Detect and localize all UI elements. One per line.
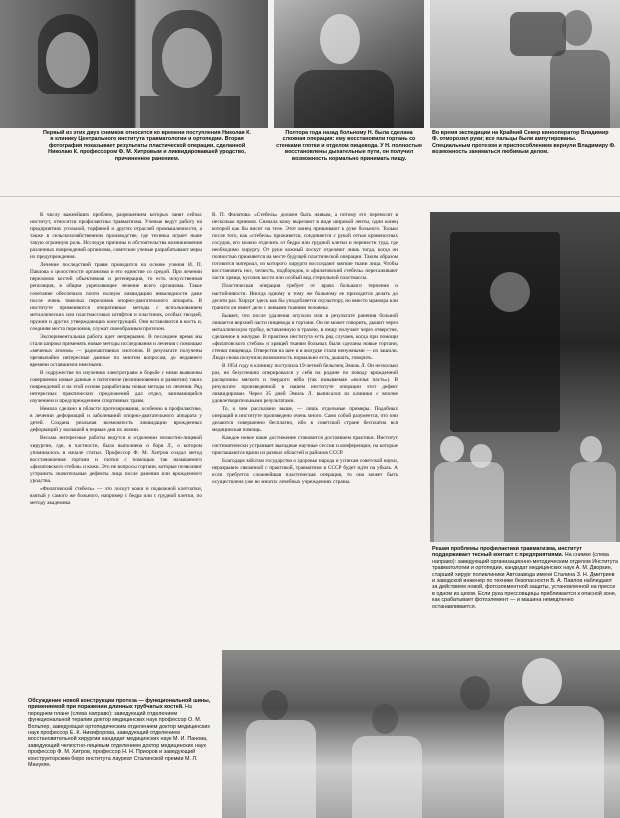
col1-paragraph: В содружестве по изучению электротравм и борьбе с ними выявлены совершенно новые данные о патогенезе (возникновении и развитии) таких повреждений и на этой основе разработаны новые методы их лечения. Ряд интересных практических предложений дал отдел, занимающийся изучением и предупреждением спортивных травм. — [30, 370, 202, 405]
col1-paragraph: Немало сделано в области протезирования, особенно в профилактике, в лечении деформаций и заболеваний опорно-двигательного аппарата у детей. Создана реальная возможность ликвидации врожденных деформаций у малышей в первые дни их жизни. — [30, 406, 202, 434]
photo-patient-before-after — [0, 0, 268, 128]
caption-bottom-body: На переднем плане (слева направо): заведующий отделением функциональной терапии доктор медицинских наук профессор О. М. Вольпер, заведующая ортопедическим отделением доктор медицинских наук профессор Е. К. Никифорова, заведующий отделением восстановительной хирургии кандидат медицинских наук М. И. Панова, заведующий челюстно-лицевым отделением доктор медицинских наук профессор Ф. М. Хитров, профессор Н. Н. Приоров и заведующий конструкторским бюро института лауреат Сталинской премии М. Л. Манукян. — [28, 704, 211, 769]
col1-paragraph: К числу важнейших проблем, разрешением которых занят сейчас институт, относится профилактика травматизма. Ученые ведут работу на предприятиях угольной, торфяной и других отраслей промышленности, а также в сельскохозяйственном производстве, где техника играет ныне такую огромную роль. Исследуя причины и обстоятельства возникновения различных повреждений организма, советские ученые разрабатывают меры их предупреждения. — [30, 212, 202, 261]
photo-cameraman-prosthesis — [430, 0, 620, 128]
caption-right-photo — [432, 546, 618, 610]
caption-top-left: Первый из этих двух снимков относится ко времени поступления Николая К. в клинику Центрального института травматологии и ортопедии. Вторая фотография показывает результаты пластической операции, сделанной Николаю К. профессором Ф. М. Хитровым и ликвидировавшей уродство, причиненное ранением. — [43, 130, 251, 162]
caption-top-right: Во время экспедиции на Крайний Север кинооператор Владимир Ф. отморозил руки; все пальцы были ампутированы. Специальным протезом и приспособлением вернули Владимиру Ф. возможность заниматься любимым делом. — [432, 130, 616, 156]
photo-prosthesis-discussion — [222, 650, 620, 818]
caption-right-lead: Решая проблемы профилактики травматизма, институт поддерживает тесный контакт с предприятиями. — [432, 546, 582, 559]
photo-factory-press-safety — [430, 212, 620, 542]
top-divider — [0, 196, 620, 197]
col2-paragraph: В 1954 году в клинику поступила 19-летней бельгиец Эмиль Л. Он несколько раз, но безуспешно оперировался у себя на родине по поводу врожденной расщелины мягкого и твердого нёба (так называемая «волчья пасть»). В результате произведенной в нашем институте операции этот дефект ликвидирован. Через 35 дней Эмиль Л. выписался из клиники с вполне удовлетворительными результатами. — [212, 362, 398, 405]
col2-paragraph: В. П. Филатова. «Стебель» должен быть живым, а потому его переносят в несколько приемов. Сначала кожу вырезают в виде широкой ленты, один конец которой как бы висит на теле. Этот конец пришивают к руке больного. Только после того, как «стебель» приживется, соединяется с рукой сетью кровеносных сосудов, его можно отделить от бедра или грудной клетки и перенести туда, где необходимо хирургу. От руки кожный лоскут отделяют лишь тогда, когда он полностью приживется на месте будущей пластической операции. Таким образом готовится материал, из которого хирурги воссоздают мягкие ткани лица. Чтобы восстановить нос, челюсть, подбородок, в «филатовский стебель» пересаживают части хряща, кусочек кости или особый вид стерильной пластмассы. — [212, 212, 398, 282]
col2-paragraph: Пластическая операция требует от врача большого терпения и настойчивости. Иногда одному и тому же больному ее приходится делать до десяти раз. Хирург здесь как бы уподобляется скульптору, но вместо мрамора или гранита он имеет дело с живыми тканями человека. — [212, 283, 398, 311]
caption-right-body: На снимке (слева направо): заведующий организационно-методическим отделом Института травматологии и ортопедии, кандидат медицинских наук А. М. Дворкин, старший хирург поликлиники Автозавода имени Сталина З. Н. Дмитриев и заводской инженер по технике безопасности В. А. Павлов наблюдают за действием новой, фотоэлементной защиты, установленной на прессе в одном из цехов. Если рука прессовщицы приближается к опасной зоне, как срабатывает фотоэлемент — и машина немедленно останавливается. — [432, 552, 618, 610]
caption-bottom-lead: Обсуждение новой конструкции протеза — функциональной шины, применяемой при поражении длинных трубчатых костей. — [28, 698, 211, 711]
col2-paragraph: Бывает, что после удаления опухоли или в результате ранения больной лишается верхней части пищевода и гортани. Он не может говорить, дышит через металлическую трубку, вставленную в трахею, в пищу получает через отверстие, сделанное в желудке. В практике института есть ряд случаев, когда при помощи «филатовского стебля» и хрящей тканям больных были сделаны новые гортани, стенки пищевода. Отверстия на шее и в желудке стали ненужными — их зашили. Люди снова получили возможность нормально есть, дышать, говорить. — [212, 312, 398, 361]
col1-paragraph: «Филатовский стебель» — это лоскут кожи и подкожной клетчатки, взятый у самого же больного, например с бедра или с грудной клетки, по методу академика — [30, 485, 202, 506]
col2-paragraph: Благодаря заботам государства о здоровье народа и успехам советской науки, неразрывно связанной с практикой, травматизм в СССР будет идти на убыль. А если требуется сложнейшая пластическая операция, то она может быть осуществлена уже во многих лечебных учреждениях страны. — [212, 457, 398, 485]
caption-bottom-photo — [28, 698, 214, 768]
col1-paragraph: Весьма интересные работы ведутся в отделении челюстно-лицевой хирургии, где, в частности, была выполнена и боря Л., о котором упоминалось в начале статьи. Профессор Ф. М. Хитров создал метод восстановления гортани и глотки с помощью так называемого «филатовского стебля» и кожи. Это не вопросы гортани, которые позволяют устранить значительные дефекты лица после ранения или врожденного уродства. — [30, 435, 202, 484]
col1-paragraph: Экспериментальная работа идет непрерывно. В последнее время мы стали широко применять новые методы исследования и лечения с помощью «меченых атомов» — радиоактивных изотопов. В результате получены чрезвычайно интересные данные по многим вопросам, до недавнего времени оставшимся неясными. — [30, 333, 202, 368]
article-column-2 — [212, 212, 398, 487]
col2-paragraph: То, о чем рассказано выше, — лишь отдельные примеры. Подобных операций в институте произведено очень много. Само собой разумеется, что они делаются совершенно бесплатно, ибо в советской стране бесплатна вся медицинская помощь. — [212, 406, 398, 434]
photo-patient-throat-surgery — [274, 0, 424, 128]
col1-paragraph: Лечение последствий травм проводится на основе учения И. П. Павлова о целостности организма и его единстве со средой. При лечении переломов костей объективная и регенерация, то есть искусственная репозиция, в общем укрепляющее лечение всего организма. Такое сочетание обеспечило почти полную ликвидацию инвалидности даже после очень тяжелых переломов опорно-двигательного аппарата. В институте применяются оперативные методы с использованием металлических или пластмассовых штифтов и пластинок, особых гвоздей, пружин и других утверждающих конструкций. Они вставляются в кость и, соединяя места переломов, служат своеобразным протезом. — [30, 262, 202, 332]
caption-top-middle: Полтора года назад больному Н. была сделана сложная операция: ему восстановили гортань со стенками глотки и отделом пищевода. У Н. полностью восстановлены дыхательные пути, он получил возможность нормально принимать пищу. — [276, 130, 422, 162]
col2-paragraph: Каждое новое наше достижение становится достоянием практики. Институт систематически устраивает выездные научные сессии и конференции, на которые приглашаются врачи из разных областей и районов СССР. — [212, 435, 398, 456]
article-column-1 — [30, 212, 202, 508]
